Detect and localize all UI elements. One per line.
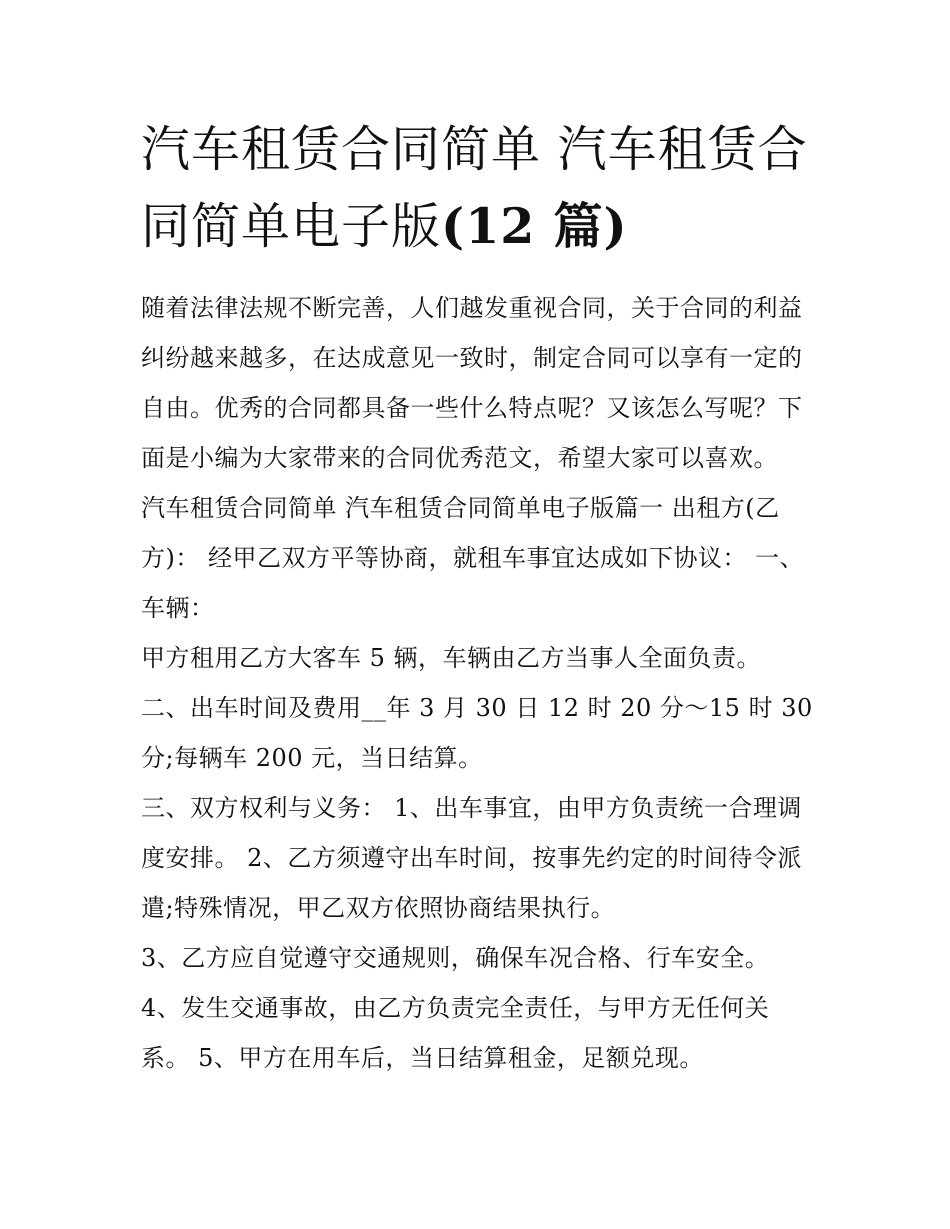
- contract-heading-paragraph: 汽车租赁合同简单 汽车租赁合同简单电子版篇一 出租方(乙方)： 经甲乙双方平等协商，就租车事宜达成如下协议： 一、车辆：: [141, 494, 805, 622]
- document-title: [141, 112, 813, 265]
- traffic-rules-paragraph: 3、乙方应自觉遵守交通规则，确保车况合格、行车安全。: [141, 944, 770, 972]
- accident-paragraph: 4、发生交通事故，由乙方负责完全责任，与甲方无任何关系。 5、甲方在用车后，当日结算租金，足额兑现。: [141, 994, 770, 1072]
- time-fee-paragraph: 二、出车时间及费用__年 3 月 30 日 12 时 20 分～15 时 30 分;每辆车 200 元，当日结算。: [141, 694, 813, 772]
- vehicle-paragraph: 甲方租用乙方大客车 5 辆，车辆由乙方当事人全面负责。: [141, 644, 762, 672]
- intro-paragraph: 随着法律法规不断完善，人们越发重视合同，关于合同的利益纠纷越来越多，在达成意见一致时，制定合同可以享有一定的自由。优秀的合同都具备一些什么特点呢？又该怎么写呢？下面是小编为大家带来的合同优秀范文，希望大家可以喜欢。: [141, 294, 803, 472]
- document-page: [141, 112, 813, 1083]
- rights-duties-paragraph: 三、双方权利与义务： 1、出车事宜，由甲方负责统一合理调度安排。 2、乙方须遵守出车时间，按事先约定的时间待令派遣;特殊情况，甲乙双方依照协商结果执行。: [141, 794, 802, 922]
- title-suffix: (12 篇): [441, 197, 628, 255]
- title-main: 汽车租赁合同简单 汽车租赁合同简单电子版: [141, 121, 808, 255]
